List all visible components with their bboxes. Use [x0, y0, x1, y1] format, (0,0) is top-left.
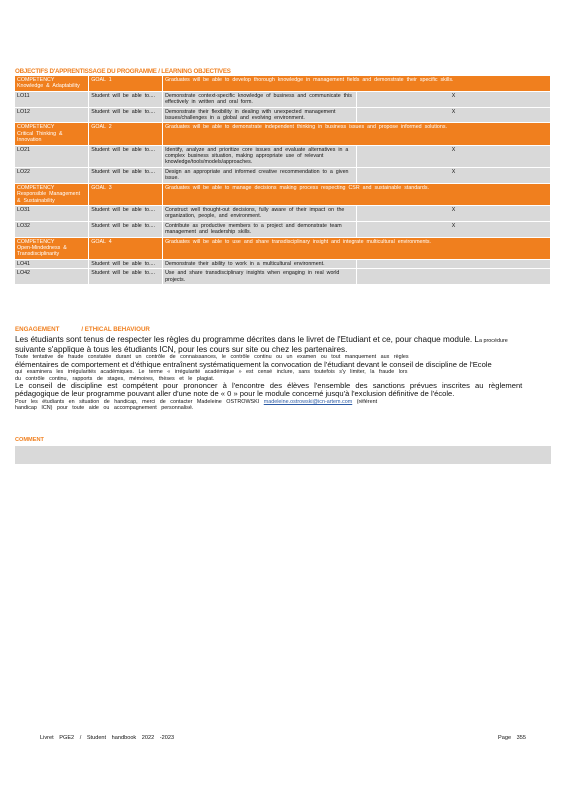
engagement-paragraph: handicap ICN) pour toute aide ou accompagnement personnalisé. [15, 405, 194, 412]
learning-objective-row [15, 107, 551, 123]
objective-code: LO12 [15, 107, 89, 123]
competency-name: Open-Mindedness & Transdisciplinarity [17, 244, 67, 258]
competency-cell [15, 183, 89, 205]
competency-row [15, 123, 551, 145]
learning-objective-row [15, 269, 551, 285]
objective-code: LO22 [15, 167, 89, 183]
engagement-subtitle: / ETHICAL BEHAVIOUR [81, 326, 150, 333]
objective-subject: Student will be able to.... [89, 167, 163, 183]
engagement-heading [15, 326, 551, 335]
footer-page-number: Page 355 [498, 735, 526, 741]
learning-objective-row [15, 259, 551, 268]
engagement-paragraph: du contrôle continu, rapports de stages, mémoires, thèses et le plagiat. [15, 375, 215, 382]
objective-text: Contribute as productive members to a project and demonstrate team management and leadership skills. [163, 221, 357, 237]
goal-description: Graduates will be able to use and share transdisciplinary insight and integrate multicultural environments. [163, 237, 551, 259]
learning-objectives-table [15, 76, 551, 285]
competency-cell [15, 123, 89, 145]
learning-objective-row [15, 221, 551, 237]
engagement-title: ENGAGEMENT [15, 326, 60, 333]
objective-text: Demonstrate their ability to work in a multicultural environment. [163, 259, 357, 268]
objective-text: Construct well thought-out decisions, fully aware of their impact on the organization, people, and environment. [163, 205, 357, 221]
competency-cell [15, 237, 89, 259]
objective-code: LO31 [15, 205, 89, 221]
learning-objective-row [15, 91, 551, 107]
competency-name: Knowledge & Adaptability [17, 83, 80, 90]
engagement-text: Les étudiants sont tenus de respecter les règles du programme décrites dans le livret de l'Etudiant et ce, pour chaque module. L [15, 335, 479, 344]
objective-subject: Student will be able to.... [89, 221, 163, 237]
engagement-body [15, 336, 551, 412]
objective-code: LO32 [15, 221, 89, 237]
objective-code: LO41 [15, 259, 89, 268]
objective-mark: X [357, 167, 551, 183]
goal-cell: GOAL 3 [89, 183, 163, 205]
engagement-text: Le conseil de discipline est compétent pour prononcer à l'encontre des élèves l'ensemble des sanctions prévues inscrites au règlement [15, 381, 523, 390]
learning-objective-row [15, 205, 551, 221]
objective-text: Use and share transdisciplinary insights when engaging in real world projects. [163, 269, 357, 285]
goal-description: Graduates will be able to manage decisions making process respecting CSR and sustainable standards. [163, 183, 551, 205]
objective-subject: Student will be able to.... [89, 107, 163, 123]
engagement-text: (référent [356, 399, 378, 405]
engagement-paragraph: pédagogique de leur programme pouvant aller d'une note de « 0 » pour le module concerné jusqu'à l'exclusion définitive de l'école. [15, 389, 455, 399]
objective-mark: X [357, 107, 551, 123]
competency-code: COMPETENCY [17, 124, 55, 131]
objective-subject: Student will be able to.... [89, 269, 163, 285]
objective-text: Demonstrate context-specific knowledge of business and communicate this effectively in written and oral form. [163, 91, 357, 107]
objective-text: Design an appropriate and informed creative recommendation to a given issue. [163, 167, 357, 183]
objective-mark: X [357, 145, 551, 167]
objective-mark: X [357, 91, 551, 107]
objective-mark: X [357, 205, 551, 221]
goal-cell: GOAL 4 [89, 237, 163, 259]
goal-cell: GOAL 1 [89, 76, 163, 91]
comment-box [15, 446, 551, 464]
competency-name: Critical Thinking & Innovation [17, 130, 63, 144]
comment-label: COMMENT [15, 437, 551, 445]
objective-text: Demonstrate their flexibility in dealing with unexpected management issues/challenges in a global and evolving environment. [163, 107, 357, 123]
competency-row [15, 237, 551, 259]
objective-mark [357, 259, 551, 268]
section-title: OBJECTIFS D'APPRENTISSAGE DU PROGRAMME / LEARNING OBJECTIVES [15, 68, 231, 75]
objective-subject: Student will be able to.... [89, 145, 163, 167]
competency-row [15, 183, 551, 205]
learning-objective-row [15, 167, 551, 183]
competency-code: COMPETENCY [17, 238, 55, 245]
engagement-paragraph: qui examinera les irrégularités académiques. Le terme « irrégularité académique » est censé inclure, sans toutefois s'y limiter, la fraude lors [15, 369, 408, 376]
engagement-text: a procédure [478, 338, 508, 344]
competency-name: Responsible Management & Sustainability [17, 191, 81, 204]
objective-subject: Student will be able to.... [89, 259, 163, 268]
objective-text: Identify, analyze and prioritize core issues and evaluate alternatives in a complex business situation, making appropriate use of relevant knowledge/tools/models/approaches. [163, 145, 357, 167]
engagement-text: Pour les étudiants en situation de handicap, merci de contacter Madeleine OSTROWSKI [15, 399, 260, 405]
goal-cell: GOAL 2 [89, 123, 163, 145]
competency-cell [15, 76, 89, 91]
competency-code: COMPETENCY [17, 77, 55, 83]
engagement-paragraph: élémentaires de comportement et d'éthique entraînent systématiquement la convocation de l'étudiant devant le conseil de discipline de l'Ecole [15, 359, 492, 369]
contact-email-link[interactable]: madeleine.ostrowski@icn-artem.com [263, 399, 353, 405]
objective-subject: Student will be able to.... [89, 205, 163, 221]
footer-handbook-label: Livret PGE2 / Student handbook 2022 -2023 [40, 735, 175, 741]
engagement-paragraph: suivante s'applique à tous les étudiants ICN, pour les cours sur site ou chez les partenaires. [15, 344, 348, 354]
objective-subject: Student will be able to.... [89, 91, 163, 107]
objective-code: LO42 [15, 269, 89, 285]
goal-description: Graduates will be able to demonstrate independent thinking in business issues and propose informed solutions. [163, 123, 551, 145]
learning-objective-row [15, 145, 551, 167]
objective-code: LO21 [15, 145, 89, 167]
objective-mark [357, 269, 551, 285]
objective-mark: X [357, 221, 551, 237]
engagement-paragraph: Toute tentative de fraude constatée durant un contrôle de connaissances, le contrôle continu ou un examen ou tout manquement aux règles [15, 354, 409, 361]
objective-code: LO11 [15, 91, 89, 107]
competency-code: COMPETENCY [17, 184, 55, 191]
goal-description: Graduates will be able to develop thorough knowledge in management fields and demonstrate their specific skills. [163, 76, 551, 91]
competency-row [15, 76, 551, 91]
